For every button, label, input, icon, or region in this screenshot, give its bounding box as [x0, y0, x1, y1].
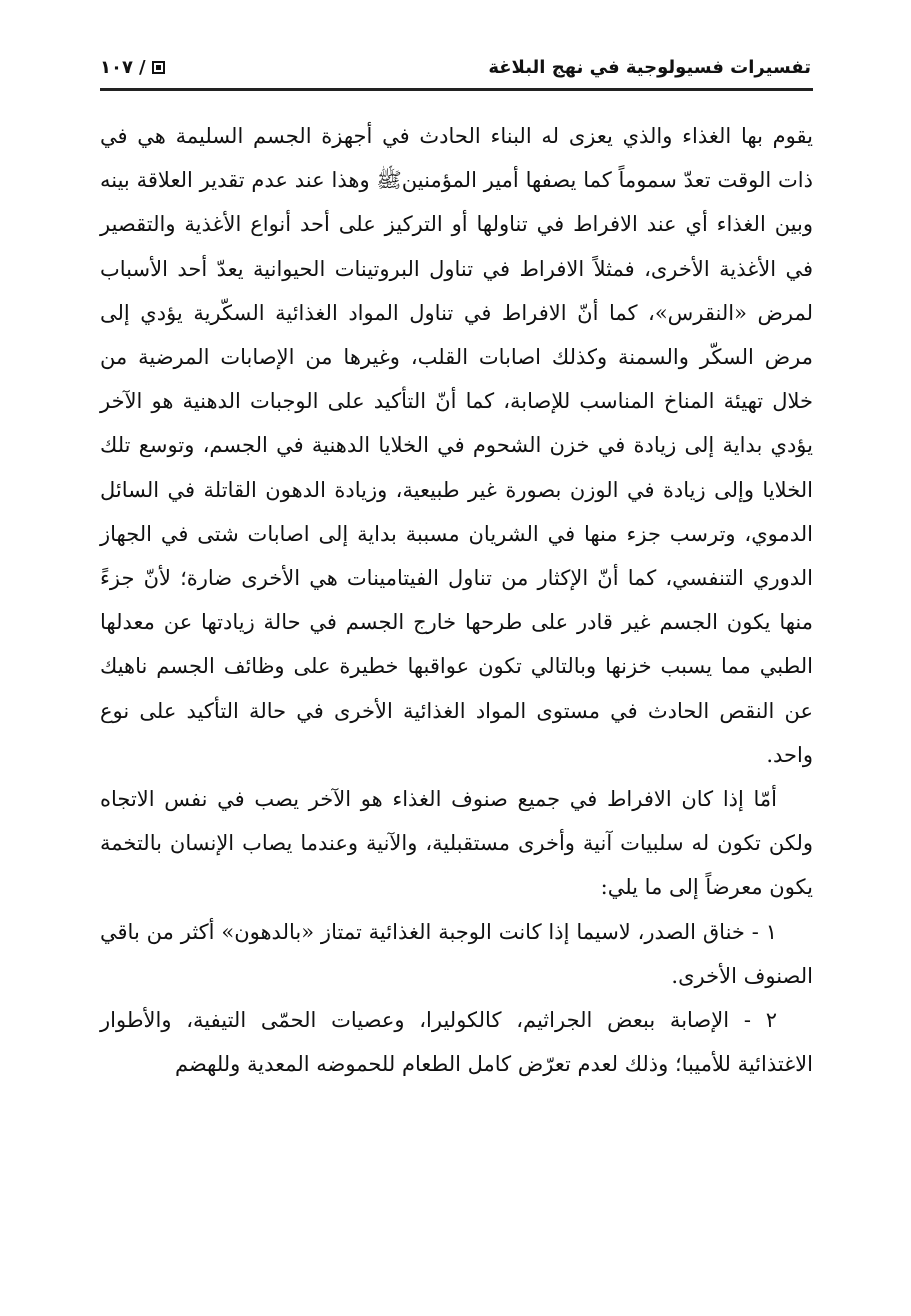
header-rule	[100, 88, 813, 91]
numbered-item: ١ - خناق الصدر، لاسيما إذا كانت الوجبة الغذائية تمتاز «بالدهون» أكثر من باقي الصنوف الأخرى.	[100, 919, 813, 988]
running-header	[100, 52, 811, 82]
page-marker-icon	[152, 61, 165, 74]
page-number: ١٠٧	[100, 56, 133, 78]
page-separator: /	[138, 56, 146, 78]
numbered-item: ٢ - الإصابة ببعض الجراثيم، كالكوليرا، وعصيات الحمّى التيفية، والأطوار الاغتذائية للأميبا؛ وذلك لعدم تعرّض كامل الطعام للحموضه المعدية وللهضم	[100, 1008, 813, 1077]
page-number-group	[100, 57, 165, 78]
paragraph: أمّا إذا كان الافراط في جميع صنوف الغذاء هو الآخر يصب في نفس الاتجاه ولكن تكون له سلبيات آنية وأخرى مستقبلية، والآنية وعندما يصاب الإنسان بالتخمة يكون معرضاً إلى ما يلي:	[100, 787, 813, 900]
paragraph-continued: يقوم بها الغذاء والذي يعزى له البناء الحادث في أجهزة الجسم السليمة هي في ذات الوقت تعدّ سموماً كما يصفها أمير المؤمنين‌ﷺ وهذا عند عدم تقدير العلاقة بينه وبين الغذاء أي عند الافراط في تناولها أو التركيز على أحد أنواع الأغذية والتقصير في الأغذية الأخرى، فمثلاً الافراط في تناول البروتينات الحيوانية يعدّ أحد الأسباب لمرض «النقرس»، كما أنّ الافراط في تناول المواد الغذائية السكّرية يؤدي إلى مرض السكّر والسمنة وكذلك اصابات القلب، وغيرها من الإصابات المرضية من خلال تهيئة المناخ المناسب للإصابة، كما أنّ التأكيد على الوجبات الدهنية هو الآخر يؤدي بداية إلى زيادة في خزن الشحوم في الخلايا الدهنية في الجسم، وتوسع تلك الخلايا وإلى زيادة في الوزن بصورة غير طبيعية، وزيادة الدهون القاتلة في السائل الدموي، وترسب جزء منها في الشريان مسببة بداية إلى اصابات شتى في الجهاز الدوري التنفسي، كما أنّ الإكثار من تناول الفيتامينات هي الأخرى ضارة؛ لأنّ جزءً منها يكون الجسم غير قادر على طرحها خارج الجسم في حالة زيادتها عن معدلها الطبي مما يسبب خزنها وبالتالي تكون عواقبها خطيرة على وظائف الجسم ناهيك عن النقص الحادث في مستوى المواد الغذائية الأخرى في حالة التأكيد على نوع واحد.	[100, 124, 813, 767]
header-title: تفسيرات فسيولوجية في نهج البلاغة	[488, 56, 811, 78]
body-text	[100, 114, 813, 1086]
